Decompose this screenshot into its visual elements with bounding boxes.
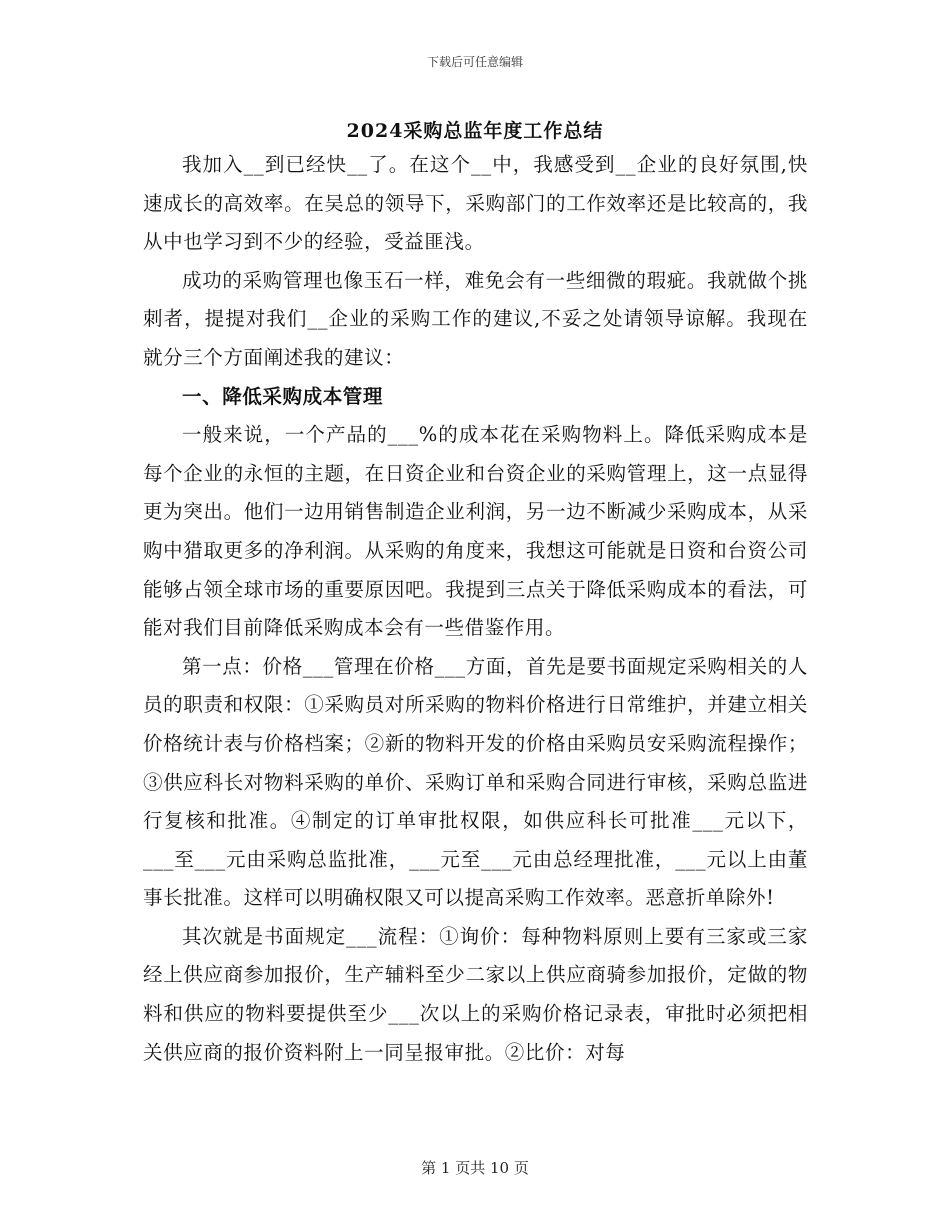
paragraph-suggestions-intro: 成功的采购管理也像玉石一样，难免会有一些细微的瑕疵。我就做个挑刺者，提提对我们__企业的采购工作的建议,不妥之处请领导谅解。我现在就分三个方面阐述我的建议： bbox=[143, 268, 808, 369]
page-footer: 第 1 页共 10 页 bbox=[421, 1159, 529, 1177]
document-body bbox=[143, 146, 808, 1072]
document-title: 2024采购总监年度工作总结 bbox=[346, 120, 604, 142]
paragraph-price-management: 第一点：价格___管理在价格___方面，首先是要书面规定采购相关的人员的职责和权限：①采购员对所采购的物料价格进行日常维护，并建立相关价格统计表与价格档案；②新的物料开发的价格由采购员安采购流程操作；③供应科长对物料采购的单价、采购订单和采购合同进行审核，采购总监进行复核和批准。④制定的订单审批权限，如供应科长可批准___元以下，___至___元由采购总监批准，___元至___元由总经理批准，___元以上由董事长批准。这样可以明确权限又可以提高采购工作效率。恶意折单除外! bbox=[143, 654, 808, 910]
paragraph-cost-overview: 一般来说，一个产品的___%的成本花在采购物料上。降低采购成本是每个企业的永恒的主题，在日资企业和台资企业的采购管理上，这一点显得更为突出。他们一边用销售制造企业利润，另一边不断减少采购成本，从采购中猎取更多的净利润。从采购的角度来，我想这可能就是日资和台资公司能够占领全球市场的重要原因吧。我提到三点关于降低采购成本的看法，可能对我们目前降低采购成本会有一些借鉴作用。 bbox=[143, 423, 808, 640]
header-note: 下载后可任意编辑 bbox=[426, 55, 523, 69]
paragraph-intro: 我加入__到已经快__了。在这个__中，我感受到__企业的良好氛围,快速成长的高效率。在吴总的领导下，采购部门的工作效率还是比较高的，我从中也学习到不少的经验，受益匪浅。 bbox=[143, 153, 808, 254]
paragraph-process-rules: 其次就是书面规定___流程：①询价：每种物料原则上要有三家或三家经上供应商参加报价，生产辅料至少二家以上供应商骑参加报价，定做的物料和供应的物料要提供至少___次以上的采购价格记录表，审批时必须把相关供应商的报价资料附上一同呈报审批。②比价：对每 bbox=[143, 924, 808, 1064]
section-heading-cost-management: 一、降低采购成本管理 bbox=[182, 384, 384, 408]
